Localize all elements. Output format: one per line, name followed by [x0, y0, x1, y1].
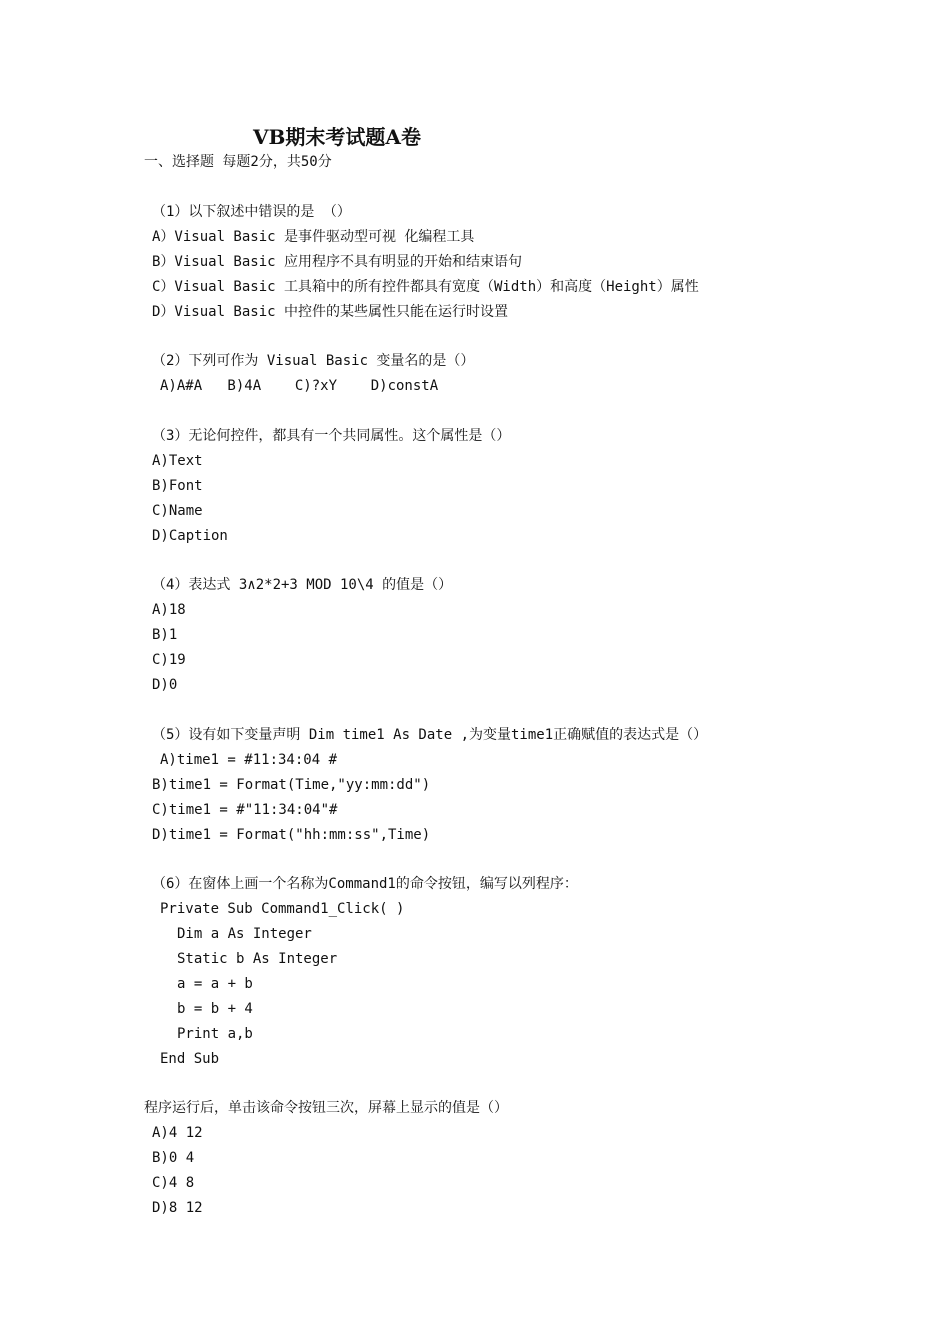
code-line: End Sub	[160, 1051, 220, 1067]
question-6-option-a: A)4 12	[152, 1125, 203, 1141]
code-line: a = a + b	[177, 976, 253, 992]
question-1-option-d: D）Visual Basic 中控件的某些属性只能在运行时设置	[152, 304, 509, 320]
question-6-prompt: 程序运行后，单击该命令按钮三次，屏幕上显示的值是（）	[144, 1100, 508, 1116]
question-5-option-d: D)time1 = Format("hh:mm:ss",Time)	[152, 827, 431, 843]
code-line: Private Sub Command1_Click( )	[160, 901, 405, 917]
question-6-option-b: B)0 4	[152, 1150, 195, 1166]
question-6-stem: （6）在窗体上画一个名称为Command1的命令按钮，编写以列程序：	[152, 876, 578, 892]
question-5-option-a: A)time1 = #11:34:04 #	[160, 752, 338, 768]
code-line: Static b As Integer	[177, 951, 338, 967]
document-title: VB期末考试题A卷	[253, 125, 421, 149]
question-1-option-c: C）Visual Basic 工具箱中的所有控件都具有宽度（Width）和高度（Height）属性	[152, 279, 699, 295]
question-3-option-b: B)Font	[152, 478, 203, 494]
code-line: b = b + 4	[177, 1001, 253, 1017]
question-3-option-a: A)Text	[152, 453, 203, 469]
question-1-option-b: B）Visual Basic 应用程序不具有明显的开始和结束语句	[152, 254, 523, 270]
question-5-stem: （5）设有如下变量声明 Dim time1 As Date ,为变量time1正确赋值的表达式是（）	[152, 727, 708, 743]
question-5-option-b: B)time1 = Format(Time,"yy:mm:dd")	[152, 777, 431, 793]
code-line: Dim a As Integer	[177, 926, 312, 942]
question-2-stem: （2）下列可作为 Visual Basic 变量名的是（）	[152, 353, 475, 369]
question-5-option-c: C)time1 = #"11:34:04"#	[152, 802, 338, 818]
question-3-option-c: C)Name	[152, 503, 203, 519]
question-2-options: A)A#A B)4A C)?xY D)constA	[160, 378, 439, 394]
code-line: Print a,b	[177, 1026, 253, 1042]
question-4-option-c: C)19	[152, 652, 186, 668]
question-1-stem: （1）以下叙述中错误的是 （）	[152, 204, 351, 220]
question-6-option-c: C)4 8	[152, 1175, 195, 1191]
question-4-option-a: A)18	[152, 602, 186, 618]
question-4-stem: （4）表达式 3∧2*2+3 MOD 10\4 的值是（）	[152, 577, 453, 593]
question-6-option-d: D)8 12	[152, 1200, 203, 1216]
question-3-option-d: D)Caption	[152, 528, 228, 544]
section-heading: 一、选择题 每题2分，共50分	[144, 154, 332, 170]
question-4-option-d: D)0	[152, 677, 178, 693]
question-1-option-a: A）Visual Basic 是事件驱动型可视 化编程工具	[152, 229, 475, 245]
question-3-stem: （3）无论何控件，都具有一个共同属性。这个属性是（）	[152, 428, 511, 444]
question-4-option-b: B)1	[152, 627, 178, 643]
